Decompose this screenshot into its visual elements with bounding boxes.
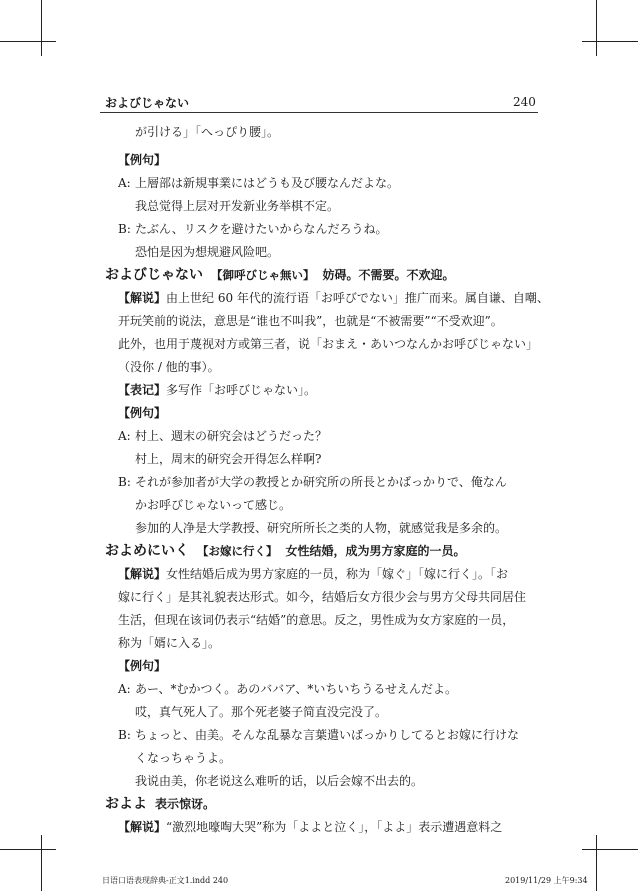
line-text: 我说由美，你老说这么难听的话，以后会嫁不出去的。: [135, 774, 424, 788]
text-line: [118, 216, 536, 239]
line-text: 上層部は新規事業にはどうも及び腰なんだよな。: [135, 176, 400, 190]
line-text: 村上、週末の研究会はどうだった？: [135, 429, 328, 443]
crop-mark: [582, 41, 638, 42]
running-head: およびじゃない: [105, 96, 190, 110]
text-line: [118, 446, 536, 469]
footer-timestamp: 2019/11/29 上午9:34: [505, 876, 588, 885]
text-line: [118, 285, 549, 308]
text-line: [118, 745, 536, 768]
section-label: 【解说】: [118, 567, 167, 581]
text-line: [118, 561, 536, 584]
text-line: [118, 469, 536, 492]
headword-gloss: 表示惊讶。: [155, 797, 216, 811]
speaker-label: B:: [118, 728, 131, 742]
speaker-label: A:: [118, 682, 131, 696]
line-text: 此外，也用于蔑视对方或第三者，说「おまえ・あいつなんかお呼びじゃない」: [118, 337, 539, 351]
footer-file-info: 日语口语表现辞典-正文1.indd 240: [102, 876, 229, 885]
line-text: 【例句】: [118, 406, 167, 420]
text-line: [118, 768, 536, 791]
line-text: かお呼びじゃないって感じ。: [135, 498, 292, 512]
section-label: 【解说】: [118, 291, 167, 305]
line-text: 参加的人净是大学教授、研究所所长之类的人物，就感觉我是多余的。: [135, 521, 508, 535]
line-text: が引ける」「へっぴり腰」。: [135, 125, 280, 139]
line-text: それが参加者が大学の教授とか研究所の所長とかばっかりで、俺なん: [135, 475, 507, 489]
text-line: [118, 423, 536, 446]
section-label: 【解说】: [118, 820, 167, 834]
text-line: [118, 354, 536, 377]
crop-mark: [0, 849, 56, 850]
text-line: [118, 377, 536, 400]
text-line: [118, 492, 536, 515]
line-text: （没你 / 他的事）。: [118, 360, 220, 374]
dictionary-body: [105, 116, 549, 837]
line-text: 恐怕是因为想规避风险吧。: [135, 245, 280, 259]
page-number: 240: [513, 95, 536, 109]
headword-gloss: 女性结婚，成为男方家庭的一员。: [285, 544, 466, 558]
headword-kanji: 【お嫁に行く】: [197, 544, 278, 558]
text-line: [118, 400, 536, 423]
line-text: 【例句】: [118, 659, 167, 673]
speaker-label: B:: [118, 475, 131, 489]
crop-mark: [596, 835, 597, 891]
text-line: [118, 515, 536, 538]
text-line: [118, 653, 536, 676]
speaker-label: A:: [118, 429, 131, 443]
line-text: 称为「婿に入る」。: [118, 636, 221, 650]
line-text: 村上，周末的研究会开得怎么样啊?: [135, 452, 322, 466]
text-line: [118, 584, 536, 607]
entry-headword-line: [105, 262, 536, 285]
line-text: “激烈地嚎啕大哭”称为「よよと泣く」，「よよ」表示遭遇意料之: [166, 820, 503, 834]
section-label: 【表记】: [118, 383, 167, 397]
text-line: [118, 170, 536, 193]
headword: およめにいく: [105, 543, 189, 559]
crop-mark: [41, 0, 42, 56]
line-text: 我总觉得上层对开发新业务举棋不定。: [135, 199, 340, 213]
line-text: くなっちゃうよ。: [135, 751, 232, 765]
text-line: [118, 722, 536, 745]
text-line: [118, 308, 536, 331]
entry-headword-line: [105, 538, 536, 561]
text-line: [118, 331, 539, 354]
text-line: [118, 630, 536, 653]
speaker-label: B:: [118, 222, 131, 236]
line-text: ちょっと、由美。そんな乱暴な言葉遣いばっかりしてるとお嫁に行けな: [135, 728, 520, 742]
line-text: 【例句】: [118, 153, 167, 167]
line-text: あー、*むかつく。あのババア、*いちいちうるせえんだよ。: [135, 682, 457, 696]
headword-gloss: 妨碍。不需要。不欢迎。: [322, 268, 455, 282]
crop-mark: [0, 41, 56, 42]
text-line: [118, 676, 536, 699]
text-line: [118, 147, 536, 170]
text-line: [118, 699, 536, 722]
line-text: 开玩笑前的说法，意思是“谁也不叫我”，也就是“不被需要”“不受欢迎”。: [118, 314, 503, 328]
headword-kanji: 【御呼びじゃ無い】: [211, 268, 315, 282]
line-text: 女性结婚后成为男方家庭的一员，称为「嫁ぐ」「嫁に行く」。「お: [166, 567, 509, 581]
text-line: [118, 193, 536, 216]
entry-headword-line: [105, 791, 536, 814]
line-text: 嫁に行く」是其礼貌表达形式。如今，结婚后女方很少会与男方父母共同居住: [118, 590, 527, 604]
text-line: [118, 116, 536, 147]
speaker-label: A:: [118, 176, 131, 190]
headword: およびじゃない: [105, 267, 203, 283]
text-line: [118, 814, 536, 837]
line-text: 生活，但现在该词仍表示“结婚”的意思。反之，男性成为女方家庭的一员，: [118, 613, 515, 627]
crop-mark: [596, 0, 597, 56]
crop-mark: [582, 849, 638, 850]
header-rule: [100, 112, 538, 113]
line-text: 哎，真气死人了。那个死老婆子简直没完没了。: [135, 705, 388, 719]
line-text: 由上世纪 60 年代的流行语「お呼びでない」推广而来。属自谦、自嘲、: [166, 291, 549, 305]
text-line: [118, 239, 536, 262]
text-line: [118, 607, 536, 630]
headword: およよ: [105, 796, 147, 812]
crop-mark: [41, 835, 42, 891]
line-text: たぶん、リスクを避けたいからなんだろうね。: [135, 222, 388, 236]
line-text: 多写作「お呼びじゃない」。: [166, 383, 317, 397]
